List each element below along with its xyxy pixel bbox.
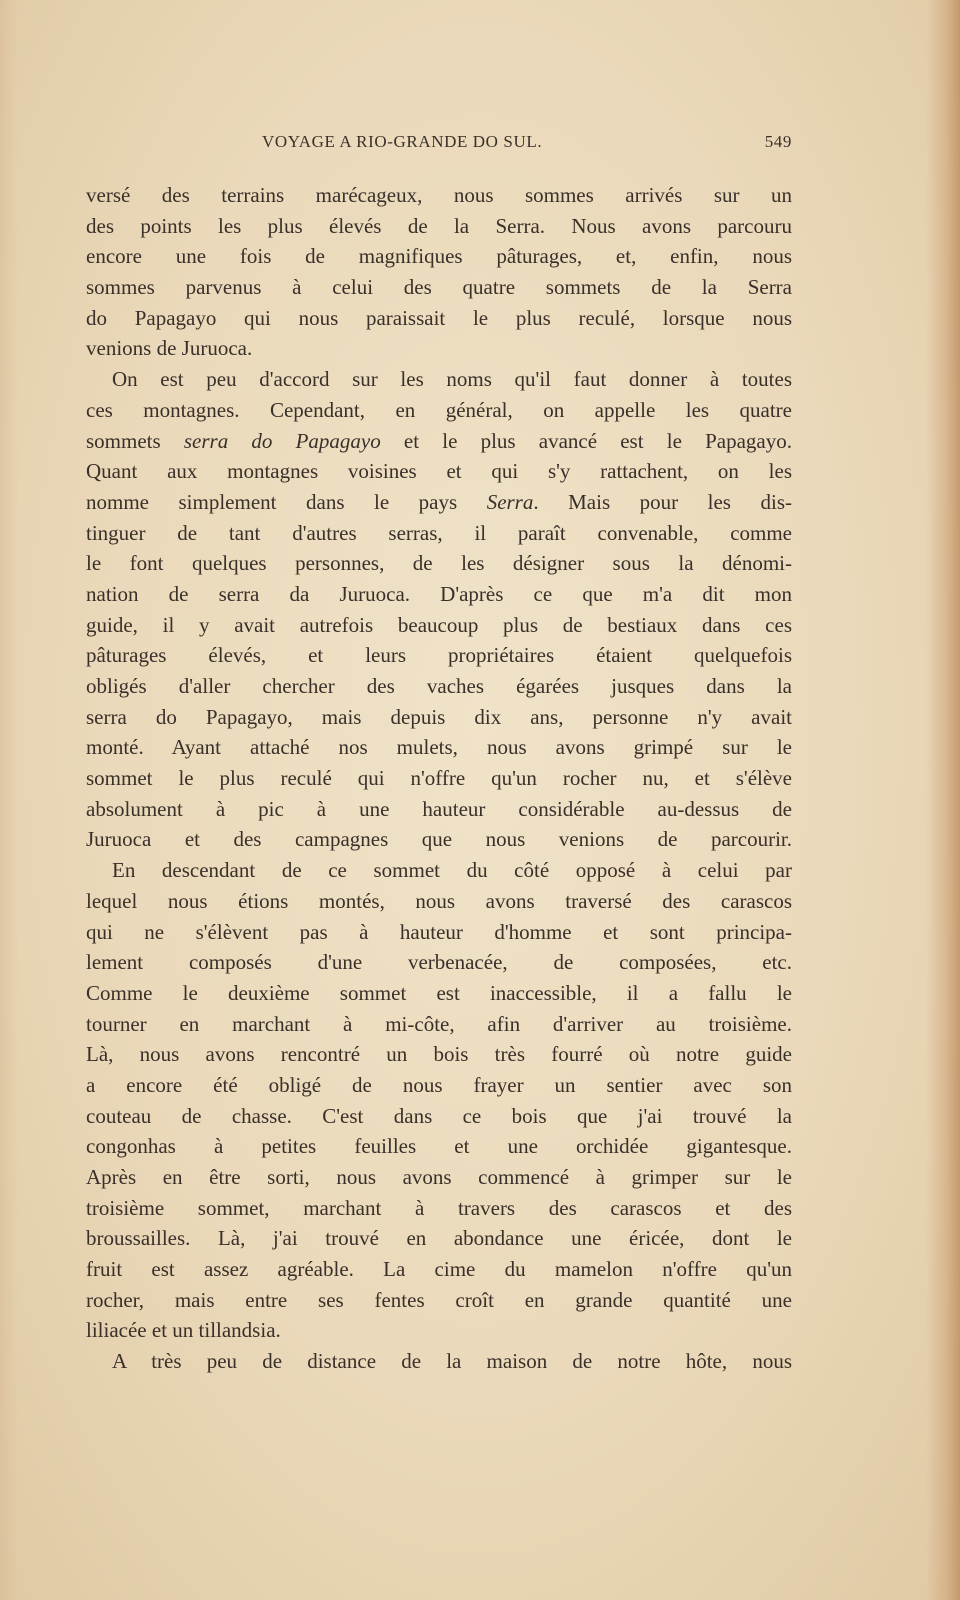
text-line: Après en être sorti, nous avons commencé à grimper sur le <box>86 1165 792 1189</box>
text-line: Là, nous avons rencontré un bois très fourré où notre guide <box>86 1042 792 1067</box>
page-header <box>86 132 792 158</box>
page-shadow-left <box>0 0 18 1600</box>
text-line: sommet le plus reculé qui n'offre qu'un rocher nu, et s'élève <box>86 766 792 791</box>
text-run: sommets <box>86 428 184 453</box>
text-line: Comme le deuxième sommet est inaccessible, il a fallu le <box>86 980 792 1005</box>
text-line: qui ne s'élèvent pas à hauteur d'homme et sont principa- <box>86 919 792 944</box>
text-line: guide, il y avait autrefois beaucoup plus de bestiaux dans ces <box>86 612 792 637</box>
running-title: VOYAGE A RIO-GRANDE DO SUL. <box>262 132 543 151</box>
text-run: et le plus avancé est le Papagayo. <box>380 428 792 453</box>
text-line: encore une fois de magnifiques pâturages, et, enfin, nous <box>86 244 792 269</box>
text-line: troisième sommet, marchant à travers des carascos et des <box>86 1195 792 1220</box>
text-line: nation de serra da Juruoca. D'après ce que m'a dit mon <box>86 581 792 606</box>
text-line: couteau de chasse. C'est dans ce bois que j'ai trouvé la <box>86 1103 792 1128</box>
text-line <box>86 426 792 457</box>
text-line: lement composés d'une verbenacée, de composées, etc. <box>86 950 792 975</box>
text-line: ces montagnes. Cependant, en général, on appelle les quatre <box>86 397 792 422</box>
text-line: serra do Papagayo, mais depuis dix ans, personne n'y avait <box>86 704 792 729</box>
text-run: . Mais pour les dis- <box>533 489 792 514</box>
body-text <box>86 180 792 1377</box>
text-line: lequel nous étions montés, nous avons traversé des carascos <box>86 888 792 913</box>
italic-term: serra do Papagayo <box>183 428 381 453</box>
text-line: Juruoca et des campagnes que nous venions de parcourir. <box>86 827 792 852</box>
text-line: tinguer de tant d'autres serras, il paraît convenable, comme <box>86 520 792 545</box>
text-line: venions de Juruoca. <box>86 336 253 361</box>
text-line: En descendant de ce sommet du côté opposé à celui par <box>112 858 792 883</box>
text-line: obligés d'aller chercher des vaches égarées jusques dans la <box>86 674 792 698</box>
text-line: versé des terrains marécageux, nous sommes arrivés sur un <box>86 183 792 207</box>
italic-term: Serra <box>486 489 534 514</box>
text-line: fruit est assez agréable. La cime du mamelon n'offre qu'un <box>86 1257 792 1282</box>
text-line: broussailles. Là, j'ai trouvé en abondance une éricée, dont le <box>86 1226 792 1251</box>
text-line: Quant aux montagnes voisines et qui s'y rattachent, on les <box>86 459 792 484</box>
text-line: sommes parvenus à celui des quatre sommets de la Serra <box>86 275 792 300</box>
page-edge-right <box>926 0 960 1600</box>
text-line: do Papagayo qui nous paraissait le plus reculé, lorsque nous <box>86 305 792 330</box>
text-line: On est peu d'accord sur les noms qu'il faut donner à toutes <box>112 367 792 392</box>
text-run: nomme simplement dans le pays <box>86 489 487 514</box>
text-line: absolument à pic à une hauteur considérable au-dessus de <box>86 796 792 821</box>
text-line: pâturages élevés, et leurs propriétaires étaient quelquefois <box>86 643 792 668</box>
text-line <box>86 487 792 518</box>
page-number: 549 <box>764 132 792 151</box>
text-line: rocher, mais entre ses fentes croît en grande quantité une <box>86 1287 792 1312</box>
text-line: liliacée et un tillandsia. <box>86 1318 281 1343</box>
text-line: A très peu de distance de la maison de notre hôte, nous <box>112 1349 792 1374</box>
text-line: congonhas à petites feuilles et une orchidée gigantesque. <box>86 1134 792 1159</box>
text-line: monté. Ayant attaché nos mulets, nous avons grimpé sur le <box>86 735 792 760</box>
text-line: des points les plus élevés de la Serra. Nous avons parcouru <box>86 213 792 238</box>
text-line: tourner en marchant à mi-côte, afin d'arriver au troisième. <box>86 1011 792 1036</box>
text-line: a encore été obligé de nous frayer un sentier avec son <box>86 1072 792 1097</box>
text-line: le font quelques personnes, de les désigner sous la dénomi- <box>86 551 792 576</box>
